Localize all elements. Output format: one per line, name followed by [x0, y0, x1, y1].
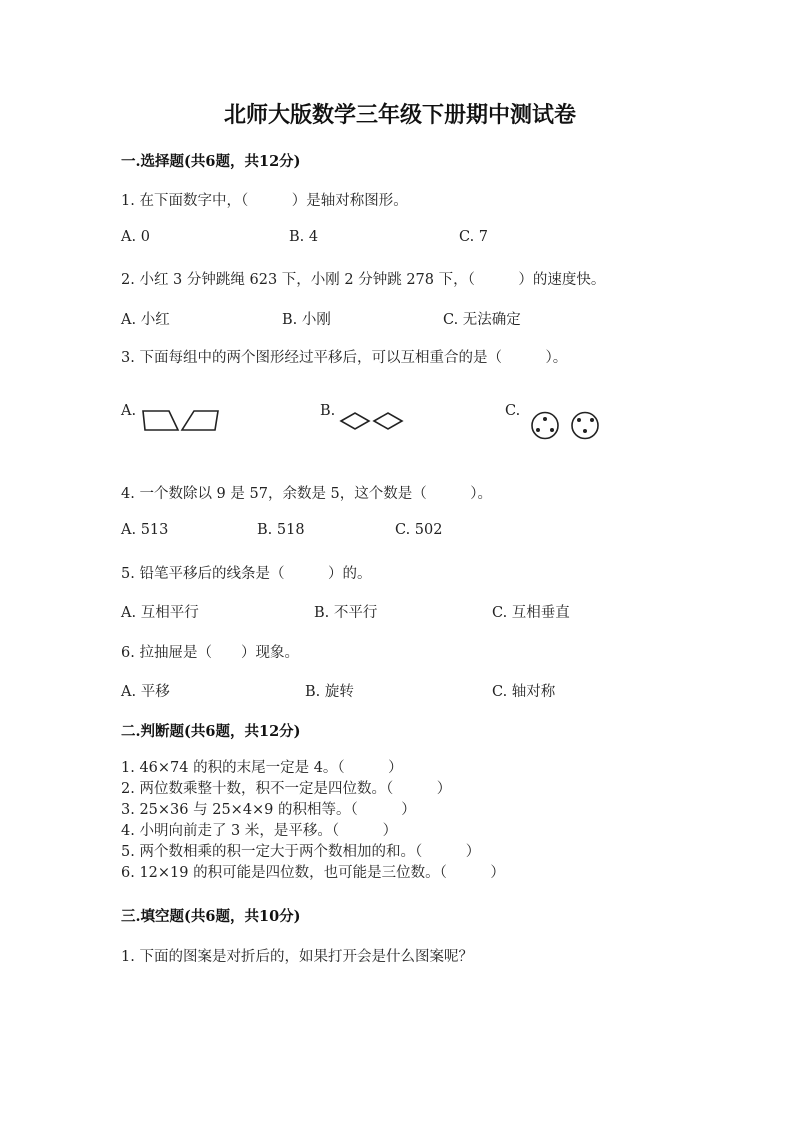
q4-option-a: A. 513 — [121, 522, 169, 538]
q2-option-a: A. 小红 — [121, 312, 170, 328]
question-4: 4. 一个数除以 9 是 57，余数是 5，这个数是（ ）。 — [121, 486, 493, 502]
q2-option-b: B. 小刚 — [282, 312, 331, 328]
question-3: 3. 下面每组中的两个图形经过平移后，可以互相重合的是（ ）。 — [121, 350, 568, 366]
q6-option-a: A. 平移 — [121, 684, 170, 700]
true-false-item: 2. 两位数乘整十数，积不一定是四位数。（ ） — [121, 781, 452, 797]
q6-option-c: C. 轴对称 — [492, 684, 556, 700]
circle-left — [532, 413, 558, 439]
true-false-list — [121, 758, 505, 884]
true-false-item: 3. 25×36 与 25×4×9 的积相等。（ ） — [121, 802, 416, 818]
q5-option-c: C. 互相垂直 — [492, 605, 570, 621]
q3-option-b: B. — [320, 403, 336, 419]
rhombus-left — [341, 413, 369, 429]
question-1: 1. 在下面数字中，（ ）是轴对称图形。 — [121, 193, 408, 209]
q6-option-b: B. 旋转 — [305, 684, 354, 700]
dot — [543, 417, 547, 421]
dotted-circle-pair-figure — [528, 410, 606, 442]
true-false-item: 6. 12×19 的积可能是四位数，也可能是三位数。（ ） — [121, 865, 505, 881]
q4-option-b: B. 518 — [257, 522, 305, 538]
true-false-item: 5. 两个数相乘的积一定大于两个数相加的和。（ ） — [121, 844, 481, 860]
parallelogram-left — [143, 411, 178, 430]
question-5: 5. 铅笔平移后的线条是（ ）的。 — [121, 566, 372, 582]
q4-option-c: C. 502 — [395, 522, 443, 538]
q1-option-a: A. 0 — [121, 229, 150, 245]
dot — [590, 418, 594, 422]
section-heading-choice: 一.选择题(共6题，共12分) — [121, 153, 301, 170]
q2-option-c: C. 无法确定 — [443, 312, 521, 328]
q3-option-c: C. — [505, 403, 521, 419]
circle-right — [572, 413, 598, 439]
q5-option-b: B. 不平行 — [314, 605, 378, 621]
fill-question-1: 1. 下面的图案是对折后的，如果打开会是什么图案呢？ — [121, 949, 473, 965]
question-6: 6. 拉抽屉是（ ）现象。 — [121, 645, 299, 661]
true-false-item: 1. 46×74 的积的末尾一定是 4。（ ） — [121, 760, 403, 776]
q1-option-b: B. 4 — [289, 229, 319, 245]
dot — [550, 428, 554, 432]
page-title: 北师大版数学三年级下册期中测试卷 — [223, 102, 576, 128]
section-heading-fill-blank: 三.填空题(共6题，共10分) — [121, 908, 301, 925]
q1-option-c: C. 7 — [459, 229, 489, 245]
dot — [536, 428, 540, 432]
q3-option-a: A. — [121, 403, 137, 419]
question-2: 2. 小红 3 分钟跳绳 623 下，小刚 2 分钟跳 278 下，（ ）的速度快。 — [121, 272, 606, 288]
true-false-item: 4. 小明向前走了 3 米，是平移。（ ） — [121, 823, 398, 839]
rhombus-right — [374, 413, 402, 429]
rhombus-pair-figure — [338, 410, 408, 432]
parallelogram-right — [182, 411, 218, 430]
parallelogram-pair-figure — [140, 408, 222, 434]
dot — [583, 429, 587, 433]
q5-option-a: A. 互相平行 — [121, 605, 199, 621]
section-heading-true-false: 二.判断题(共6题，共12分) — [121, 723, 301, 740]
dot — [577, 418, 581, 422]
